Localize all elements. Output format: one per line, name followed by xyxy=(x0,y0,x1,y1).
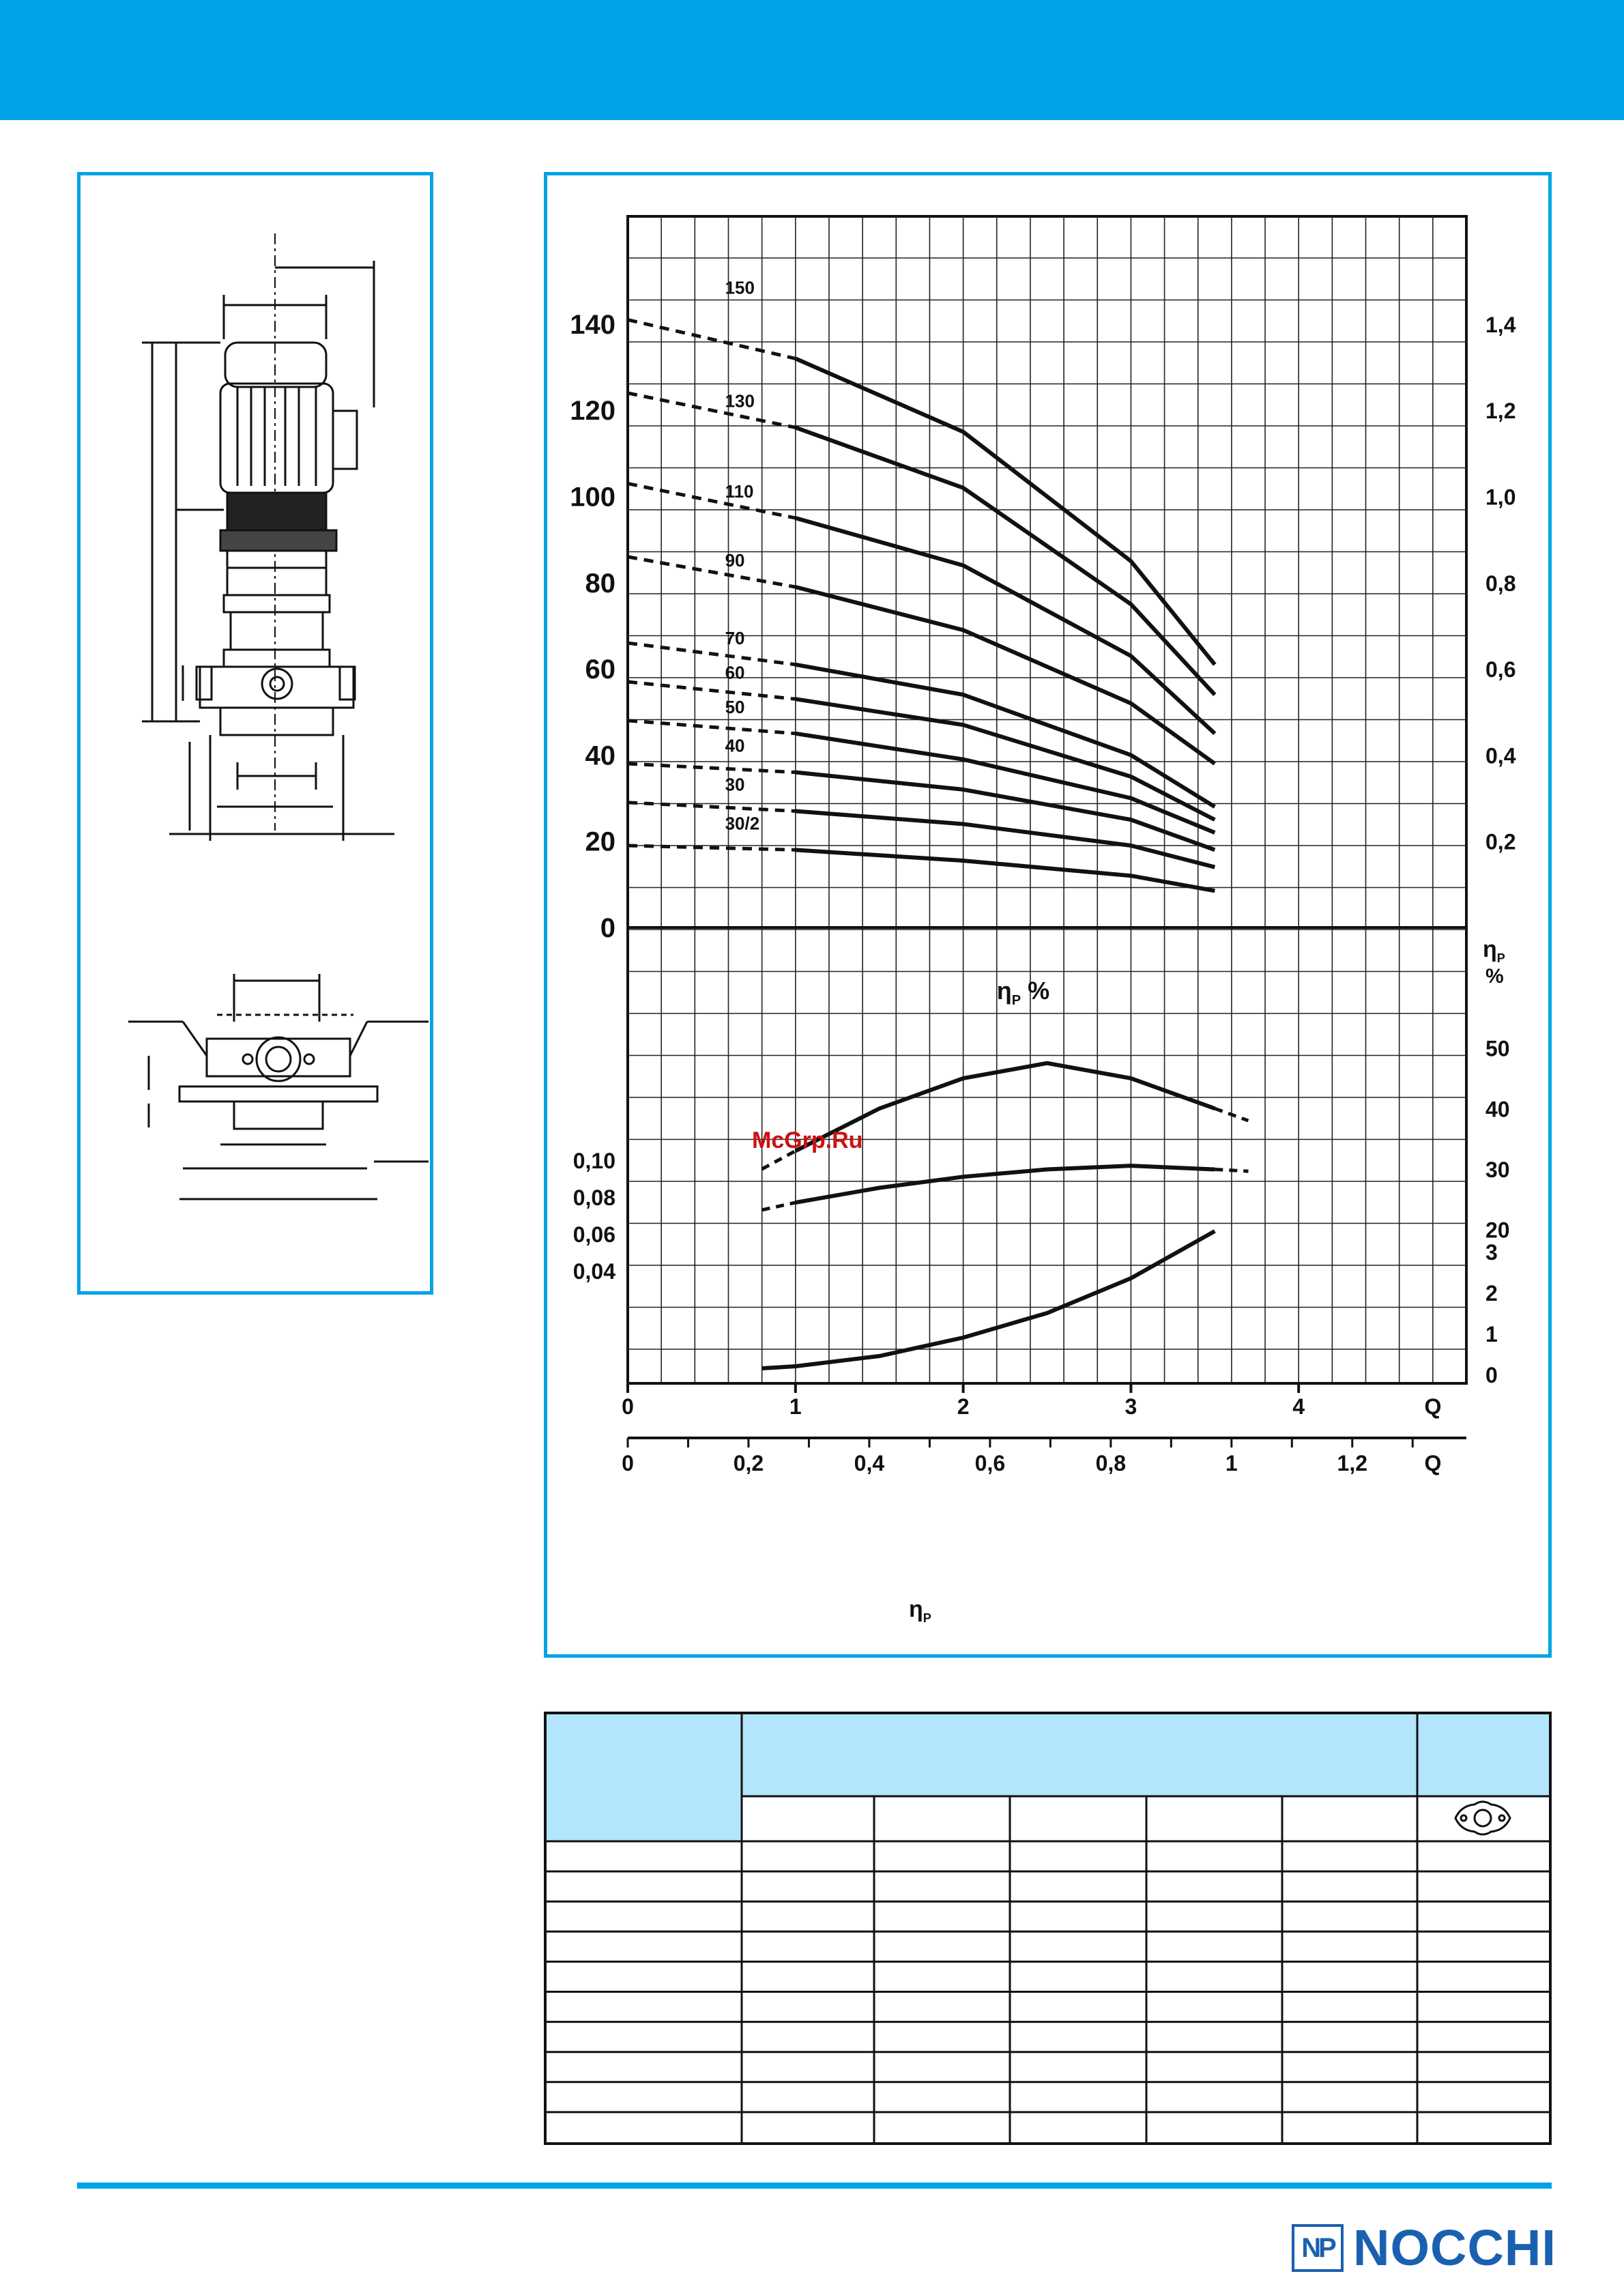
left-axis-tick: 140 xyxy=(570,309,615,340)
npsh-curve xyxy=(762,1231,1215,1368)
efficiency-tick: 40 xyxy=(1485,1097,1510,1122)
x-axis-2-label: 1 xyxy=(1225,1451,1238,1475)
series-label: 90 xyxy=(725,550,745,571)
x-axis-2-label: 0,4 xyxy=(854,1451,885,1475)
watermark: McGrp.Ru xyxy=(752,1127,863,1153)
efficiency-axis-unit: % xyxy=(1485,965,1504,988)
series-label: 50 xyxy=(725,696,745,717)
x-axis-2-label: 0,8 xyxy=(1095,1451,1127,1475)
x-axis-2-label: 0,6 xyxy=(974,1451,1006,1475)
efficiency-tick: 30 xyxy=(1485,1157,1510,1182)
head-curve-dashed xyxy=(628,557,796,587)
head-curve-dashed xyxy=(628,393,796,428)
efficiency-label-unit: % xyxy=(1021,977,1050,1005)
head-curve-dashed xyxy=(628,484,796,519)
efficiency-label-eta: η xyxy=(996,977,1012,1005)
performance-chart xyxy=(547,175,1548,1654)
head-curve xyxy=(796,811,1215,867)
specification-table xyxy=(544,1712,1552,2145)
left-axis-tick: 120 xyxy=(570,396,615,427)
power-axis-tick: 0,04 xyxy=(572,1259,615,1284)
brand-name: NOCCHI xyxy=(1353,2219,1556,2276)
power-axis-tick: 0,10 xyxy=(572,1149,615,1173)
x-axis-1-label: 2 xyxy=(957,1394,970,1419)
efficiency-tick: 50 xyxy=(1485,1036,1510,1061)
series-label: 40 xyxy=(725,735,745,756)
series-labels xyxy=(725,277,1050,1008)
right-axis-tick: 1,2 xyxy=(1485,399,1516,424)
efficiency-label xyxy=(997,977,1049,1008)
x-axis-1-label: 0 xyxy=(622,1394,634,1419)
right-axis-tick: 0,8 xyxy=(1485,571,1516,596)
brand-mark-logo: NP xyxy=(1292,2224,1344,2272)
efficiency-axis-sub: P xyxy=(1496,951,1505,965)
pump-drawing xyxy=(81,175,430,1291)
right-axis-tick: 0,4 xyxy=(1485,743,1516,768)
series-label: 130 xyxy=(725,390,755,412)
npsh-axis-tick: 3 xyxy=(1485,1240,1498,1265)
head-curve xyxy=(796,850,1215,891)
right-axis-tick: 0,6 xyxy=(1485,657,1516,682)
power-curve-dashed xyxy=(762,1202,796,1210)
right-axis-tick: 0,2 xyxy=(1485,829,1516,854)
header-band xyxy=(0,0,1624,120)
left-axis-tick: 80 xyxy=(585,568,615,599)
npsh-axis-tick: 2 xyxy=(1485,1281,1498,1306)
footnote-eta-sub: P xyxy=(923,1611,931,1625)
footnote-eta xyxy=(909,1596,931,1625)
head-curve-dashed xyxy=(628,764,796,773)
flange-icon xyxy=(1455,1802,1510,1834)
left-axis-tick: 0 xyxy=(600,913,615,943)
npsh-axis-tick: 0 xyxy=(1485,1363,1498,1387)
head-curve-dashed xyxy=(628,846,796,850)
x-axis-2-title: Q xyxy=(1424,1451,1442,1475)
efficiency-label-sub: P xyxy=(1011,993,1021,1008)
table-header-main xyxy=(742,1714,1417,1796)
left-axis-tick: 60 xyxy=(585,654,615,685)
chart-curves xyxy=(628,320,1248,1368)
series-label: 150 xyxy=(725,277,755,298)
left-axis-tick: 40 xyxy=(585,740,615,771)
efficiency-curve-dashed xyxy=(762,1151,796,1169)
left-axis-tick: 100 xyxy=(570,482,615,513)
power-curve-dashed xyxy=(1215,1170,1248,1172)
head-curve xyxy=(796,358,1215,664)
right-axis-tick: 1,4 xyxy=(1485,312,1516,337)
right-axis-tick: 1,0 xyxy=(1485,485,1516,510)
power-curve xyxy=(796,1166,1215,1202)
dimension-drawing-panel xyxy=(77,172,433,1295)
series-label: 70 xyxy=(725,627,745,648)
series-label: 30/2 xyxy=(725,813,760,834)
head-curve-dashed xyxy=(628,682,796,699)
table-header-left xyxy=(547,1714,742,1841)
performance-chart-panel xyxy=(544,172,1552,1658)
left-axis-tick: 20 xyxy=(585,826,615,857)
power-axis-tick: 0,06 xyxy=(572,1222,615,1247)
efficiency-tick: 20 xyxy=(1485,1218,1510,1243)
series-label: 110 xyxy=(725,481,754,502)
head-curve-dashed xyxy=(628,320,796,359)
x-axis-2-label: 1,2 xyxy=(1337,1451,1368,1475)
x-axis-1-label: 4 xyxy=(1292,1394,1305,1419)
x-axis-2-label: 0 xyxy=(622,1451,634,1475)
brand-logo xyxy=(1292,2221,1556,2275)
x-axis-1-label: 3 xyxy=(1125,1394,1137,1419)
table-header-right xyxy=(1417,1714,1549,1796)
axis-labels xyxy=(570,310,1516,1475)
power-axis-tick: 0,08 xyxy=(572,1185,615,1210)
npsh-axis-tick: 1 xyxy=(1485,1322,1498,1346)
x-axis-2-label: 0,2 xyxy=(733,1451,764,1475)
efficiency-axis-eta: η xyxy=(1483,936,1497,962)
footer-rule xyxy=(77,2183,1552,2189)
head-curve xyxy=(796,773,1215,850)
x-axis-1-label: 1 xyxy=(789,1394,802,1419)
efficiency-axis-label xyxy=(1483,936,1505,965)
footnote-eta-main: η xyxy=(909,1596,923,1622)
head-curve-dashed xyxy=(628,721,796,734)
head-curve-dashed xyxy=(628,643,796,665)
table-grid xyxy=(547,1714,1549,2142)
series-label: 60 xyxy=(725,662,745,683)
series-label: 30 xyxy=(725,774,745,795)
x-axis-1-title: Q xyxy=(1424,1394,1442,1419)
